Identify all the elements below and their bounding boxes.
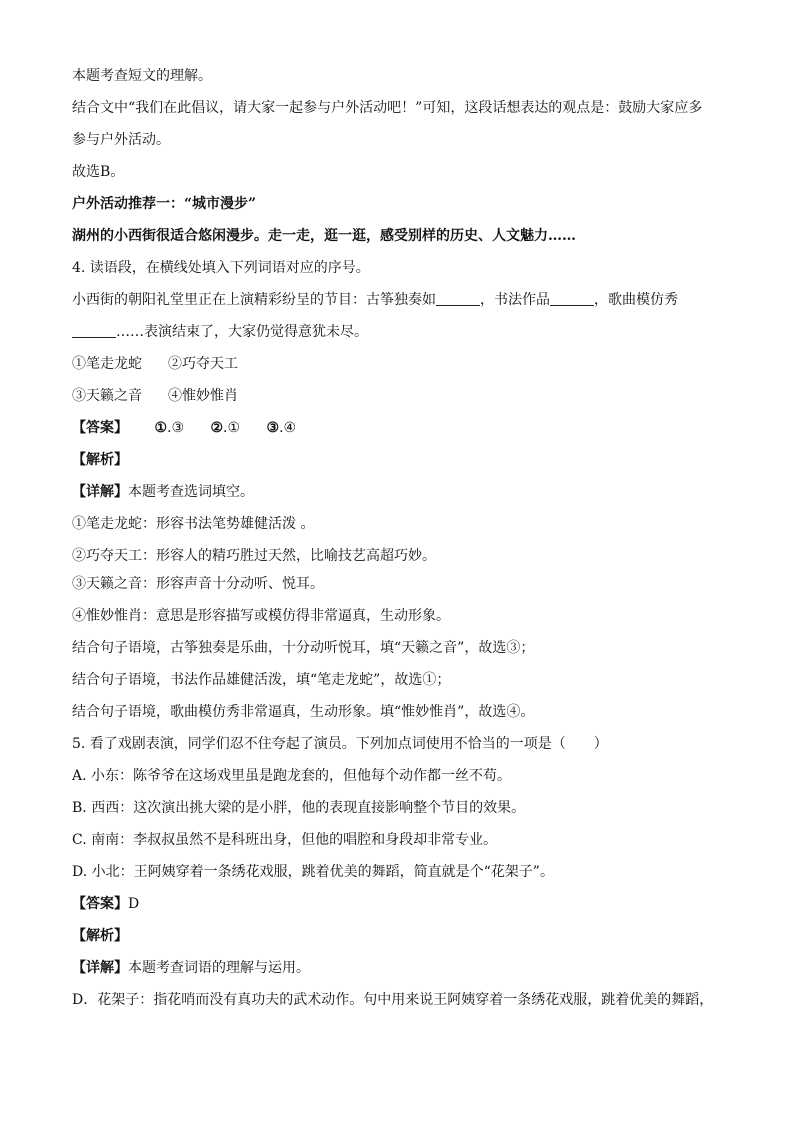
q4-answer-3-num: ③ <box>266 420 280 436</box>
q4-passage-text-c: ，歌曲模仿秀 <box>594 292 678 308</box>
q4-detail-tag: 【详解】 <box>72 484 128 500</box>
q5-option-a: A. 小东：陈爷爷在这场戏里虽是跑龙套的，但他每个动作都一丝不苟。 <box>72 768 512 784</box>
q4-answer-tag: 【答案】 <box>72 420 128 436</box>
q5-analysis-tag-line <box>72 922 732 954</box>
q5-detail-tag: 【详解】 <box>72 960 128 976</box>
q4-passage-line1 <box>72 286 732 318</box>
q5-detail-text: 本题考查词语的理解与运用。 <box>128 960 310 976</box>
q4-context-2: 结合句子语境，书法作品雄健活泼，填“笔走龙蛇”，故选①； <box>72 672 451 688</box>
q3-analysis-line: 本题考查短文的理解。 <box>72 68 212 84</box>
q4-option-3: ③天籁之音 <box>72 388 142 404</box>
q4-analysis-tag-line <box>72 446 732 478</box>
q4-option-2: ②巧夺天工 <box>168 356 238 372</box>
q4-answer-3 <box>267 414 297 442</box>
q4-answer-2 <box>210 414 240 442</box>
q4-answer-1 <box>154 414 184 442</box>
q5-option-b: B. 西西：这次演出挑大梁的是小胖，他的表现直接影响整个节目的效果。 <box>72 800 526 816</box>
q4-passage-line2 <box>72 318 732 350</box>
q4-explanation-3: ③天籁之音：形容声音十分动听、悦耳。 <box>72 576 324 592</box>
q4-blank-1 <box>436 291 480 306</box>
q5-option-d: D. 小北：王阿姨穿着一条绣花戏服，跳着优美的舞蹈，简直就是个“花架子”。 <box>72 864 554 880</box>
q5-stem: 5. 看了戏剧表演，同学们忍不住夸起了演员。下列加点词使用不恰当的一项是（ ） <box>72 736 608 752</box>
q4-blank-3 <box>72 323 116 338</box>
q4-answer-3-val: .④ <box>279 420 297 436</box>
q4-detail-line <box>72 478 732 510</box>
q5-answer-tag: 【答案】 <box>72 896 128 912</box>
q3-reasoning-line-cont: 参与户外活动。 <box>72 132 170 148</box>
q4-context-1: 结合句子语境，古筝独奏是乐曲，十分动听悦耳，填“天籁之音”，故选③； <box>72 640 535 656</box>
q4-analysis-tag: 【解析】 <box>72 452 128 468</box>
section-title: 户外活动推荐一：“城市漫步” <box>72 196 257 212</box>
q4-answer-2-val: .① <box>223 420 241 436</box>
q4-blank-2 <box>550 291 594 306</box>
q4-explanation-4: ④惟妙惟肖：意思是形容描写或模仿得非常逼真，生动形象。 <box>72 608 450 624</box>
q5-option-c: C. 南南：李叔叔虽然不是科班出身，但他的唱腔和身段却非常专业。 <box>72 832 498 848</box>
document-page <box>72 62 732 1018</box>
q4-passage-text-d: ……表演结束了，大家仍觉得意犹未尽。 <box>116 324 368 340</box>
section-intro: 湖州的小西街很适合悠闲漫步。走一走，逛一逛，感受别样的历史、人文魅力…… <box>72 228 576 244</box>
q4-detail-text: 本题考查选词填空。 <box>128 484 254 500</box>
q4-passage-text-b: ，书法作品 <box>480 292 550 308</box>
q4-answer-1-val: .③ <box>167 420 185 436</box>
q5-detail-line <box>72 954 732 986</box>
q4-stem: 4. 读语段，在横线处填入下列词语对应的序号。 <box>72 260 370 276</box>
q4-passage-text-a: 小西街的朝阳礼堂里正在上演精彩纷呈的节目：古筝独奏如 <box>72 292 436 308</box>
q4-options-row2 <box>72 382 732 414</box>
q4-context-3: 结合句子语境，歌曲模仿秀非常逼真，生动形象。填“惟妙惟肖”，故选④。 <box>72 704 535 720</box>
q4-option-4: ④惟妙惟肖 <box>168 388 238 404</box>
q5-answer-value: D <box>128 896 140 912</box>
q5-explanation-d: D．花架子：指花哨而没有真功夫的武术动作。句中用来说王阿姨穿着一条绣花戏服，跳着优美的舞蹈， <box>72 992 714 1008</box>
q4-explanation-1: ①笔走龙蛇：形容书法笔势雄健活泼 。 <box>72 516 315 532</box>
q3-reasoning-line: 结合文中“我们在此倡议，请大家一起参与户外活动吧！”可知，这段话想表达的观点是：鼓励大家应多 <box>72 100 703 116</box>
q5-analysis-tag: 【解析】 <box>72 928 128 944</box>
q4-option-1: ①笔走龙蛇 <box>72 356 142 372</box>
q4-answer-2-num: ② <box>210 420 224 436</box>
q5-answer-line <box>72 890 732 922</box>
q4-options-row1 <box>72 350 732 382</box>
q3-choice-line: 故选B。 <box>72 164 125 180</box>
q4-answer-line <box>72 414 732 446</box>
q4-answer-1-num: ① <box>154 420 168 436</box>
q4-explanation-2: ②巧夺天工：形容人的精巧胜过天然，比喻技艺高超巧妙。 <box>72 548 436 564</box>
